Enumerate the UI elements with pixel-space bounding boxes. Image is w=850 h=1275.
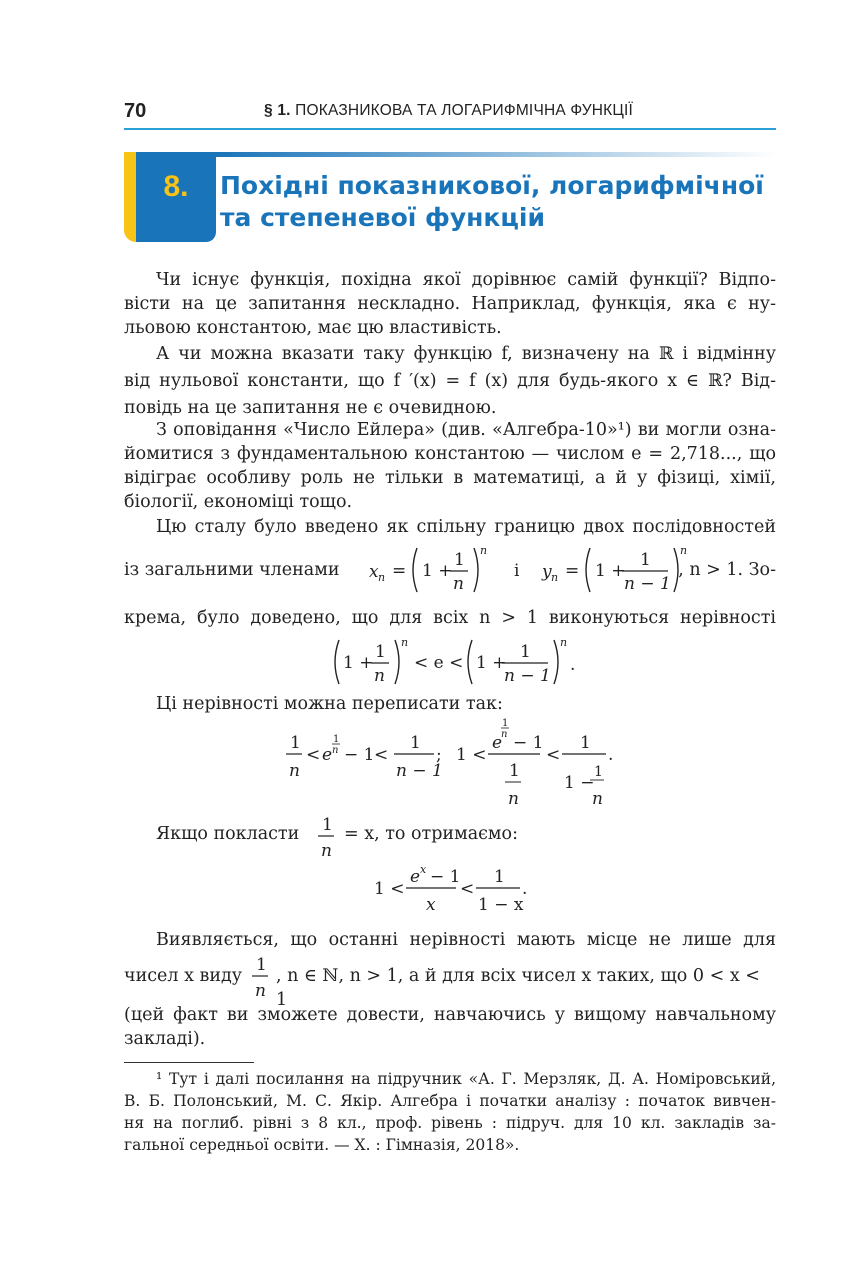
paragraph-4-end	[124, 606, 776, 630]
one-minus: 1 −	[564, 773, 595, 793]
one-plus: 1 +	[595, 561, 626, 581]
fraction-one-over-n	[250, 952, 274, 1002]
numerator: 1	[375, 642, 386, 662]
exp-num: 1	[502, 718, 509, 729]
denominator: n − 1	[396, 761, 443, 781]
period: .	[608, 745, 614, 765]
exp-num: 1	[333, 734, 340, 745]
exp-den: n	[332, 745, 339, 756]
sub-denominator: n	[508, 789, 519, 809]
footnote-line: В. Б. Полонський, М. С. Якір. Алгебра і початки аналізу : початок вивчен-	[124, 1092, 776, 1110]
subscript-n: n	[378, 571, 386, 584]
denominator: n	[321, 841, 332, 861]
numerator: 1	[454, 550, 465, 570]
exponent-n: n	[480, 544, 488, 557]
one-less: 1 <	[374, 879, 405, 899]
text-line: Чи існує функція, похідна якої дорівнює самій функції? Відпо-	[156, 270, 776, 290]
banner-line	[216, 152, 776, 157]
less: <	[306, 745, 321, 765]
numerator: 1	[580, 733, 591, 753]
one-plus: 1 +	[343, 653, 374, 673]
e-symbol: e	[410, 867, 421, 887]
section-prefix: § 1.	[264, 102, 291, 119]
text-line: закладі).	[124, 1029, 206, 1049]
chapter-title-line2: та степеневої функцій	[220, 203, 546, 232]
one-plus: 1 +	[476, 653, 507, 673]
subscript-n: n	[551, 571, 559, 584]
text-line: чисел x виду	[124, 966, 243, 986]
minus-one: − 1	[513, 733, 544, 753]
exp-den: n	[501, 729, 508, 740]
section-title: ПОКАЗНИКОВА ТА ЛОГАРИФМІЧНА ФУНКЦІЇ	[295, 102, 634, 119]
footnote-rule	[124, 1062, 254, 1063]
header-rule	[124, 128, 776, 130]
paragraph-5	[124, 692, 776, 716]
x-var: x	[369, 562, 379, 582]
paragraph-7-end	[124, 1003, 776, 1051]
period: .	[522, 879, 528, 899]
fraction-one-over-n	[316, 812, 340, 862]
page-header	[124, 96, 776, 130]
chapter-banner	[124, 152, 776, 244]
less: <	[460, 879, 475, 899]
equals: =	[565, 561, 580, 581]
numerator: 1	[410, 733, 421, 753]
paragraph-7	[124, 928, 776, 952]
chapter-title	[220, 170, 764, 234]
text-line: вісти на це запитання нескладно. Наприклад, функція, яка є ну-	[124, 294, 776, 314]
denominator: n	[289, 761, 300, 781]
one-plus: 1 +	[422, 561, 453, 581]
equals: =	[392, 561, 407, 581]
text-line: крема, було доведено, що для всіх n > 1 виконуються нерівності	[124, 608, 776, 628]
text-line: (цей факт ви зможете довести, навчаючись у вищому навчальному	[124, 1005, 776, 1025]
numerator: 1	[494, 867, 505, 887]
period: .	[570, 655, 576, 675]
text-line: Ці нерівності можна переписати так:	[156, 694, 503, 714]
minus-one: − 1	[430, 867, 461, 887]
text-line: від нульової константи, що f ′(x) = f (x) для будь-якого x ∈ ℝ? Від-	[124, 371, 776, 391]
text-line: йомитися з фундаментальною константою — числом e = 2,718..., що	[124, 444, 776, 464]
denominator: 1 − x	[478, 895, 524, 915]
text-line: із загальними членами	[124, 560, 340, 580]
denominator: n	[255, 981, 266, 1001]
text-line: Виявляється, що останні нерівності мають місце не лише для	[156, 930, 776, 950]
denominator: n	[374, 666, 385, 686]
chapter-title-line1: Похідні показникової, логарифмічної	[220, 171, 764, 200]
text-line: = x, то отримаємо:	[344, 824, 518, 844]
paragraph-1	[124, 268, 776, 340]
footnote-line: ¹ Тут і далі посилання на підручник «А. Г. Мерзляк, Д. А. Номіровський,	[156, 1070, 776, 1088]
sub-numerator: 1	[594, 764, 603, 780]
exponent-x: x	[420, 863, 427, 876]
text-line: біології, економіці тощо.	[124, 492, 353, 512]
e-symbol: e	[322, 745, 333, 765]
less: <	[546, 745, 561, 765]
text-line: , n ∈ ℕ, n > 1, а й для всіх чисел x таких, що 0 < x < 1	[276, 966, 760, 1010]
text-line: повідь на це запитання не є очевидною.	[124, 398, 497, 418]
text-line: льовою константою, має цю властивість.	[124, 318, 502, 338]
less-e-less: < e <	[414, 653, 464, 673]
paragraph-7-fraction-line	[124, 952, 776, 1010]
text-line: відіграє особливу роль не тільки в математиці, а й у фізиці, хімії,	[124, 468, 776, 488]
y-var: y	[542, 562, 552, 582]
sub-numerator: 1	[509, 761, 520, 781]
footnote-line: ня на поглиб. рівні з 8 кл., проф. рівень : підруч. для 10 кл. закладів за-	[124, 1114, 776, 1132]
chapter-number: 8.	[163, 170, 189, 203]
minus-one: − 1	[344, 745, 375, 765]
numerator: 1	[322, 815, 333, 835]
exponent-n: n	[680, 544, 688, 557]
semicolon: ;	[436, 745, 442, 765]
denominator: x	[426, 895, 436, 915]
text-line: Якщо покласти	[156, 824, 300, 844]
text-line: Цю сталу було введено як спільну границю двох послідовностей	[156, 517, 776, 537]
denominator: n	[453, 574, 464, 594]
denominator: n − 1	[624, 574, 671, 594]
one-less: 1 <	[456, 745, 487, 765]
paragraph-6	[124, 812, 776, 862]
numerator: 1	[520, 642, 531, 662]
denominator: n − 1	[504, 666, 551, 686]
inequality-x	[370, 862, 540, 918]
numerator: 1	[256, 955, 267, 975]
less: <	[374, 745, 389, 765]
text-line: З оповідання «Число Ейлера» (див. «Алгебра-10»¹) ви могли озна-	[156, 420, 776, 440]
footnote-line: гальної середньої освіти. — Х. : Гімназія, 2018».	[124, 1136, 520, 1154]
inequality-rewritten	[284, 716, 624, 812]
sequence-line	[124, 540, 776, 600]
sub-denominator: n	[592, 789, 603, 809]
exponent-n: n	[401, 636, 409, 649]
inequality-e-bounds	[330, 634, 590, 690]
e-symbol: e	[492, 733, 503, 753]
paragraph-2	[124, 342, 776, 420]
exponent-n: n	[560, 636, 568, 649]
page-number: 70	[124, 100, 147, 122]
text-line: , n > 1. Зо-	[678, 560, 776, 580]
running-head	[264, 102, 633, 120]
numerator: 1	[640, 550, 651, 570]
paragraph-3	[124, 418, 776, 514]
paragraph-4	[124, 515, 776, 539]
numerator: 1	[290, 733, 301, 753]
text-line: А чи можна вказати таку функцію f, визначену на ℝ і відмінну	[156, 344, 776, 364]
footnote	[124, 1068, 776, 1156]
banner-yellow-strip	[124, 152, 136, 242]
and-word: і	[514, 561, 520, 581]
